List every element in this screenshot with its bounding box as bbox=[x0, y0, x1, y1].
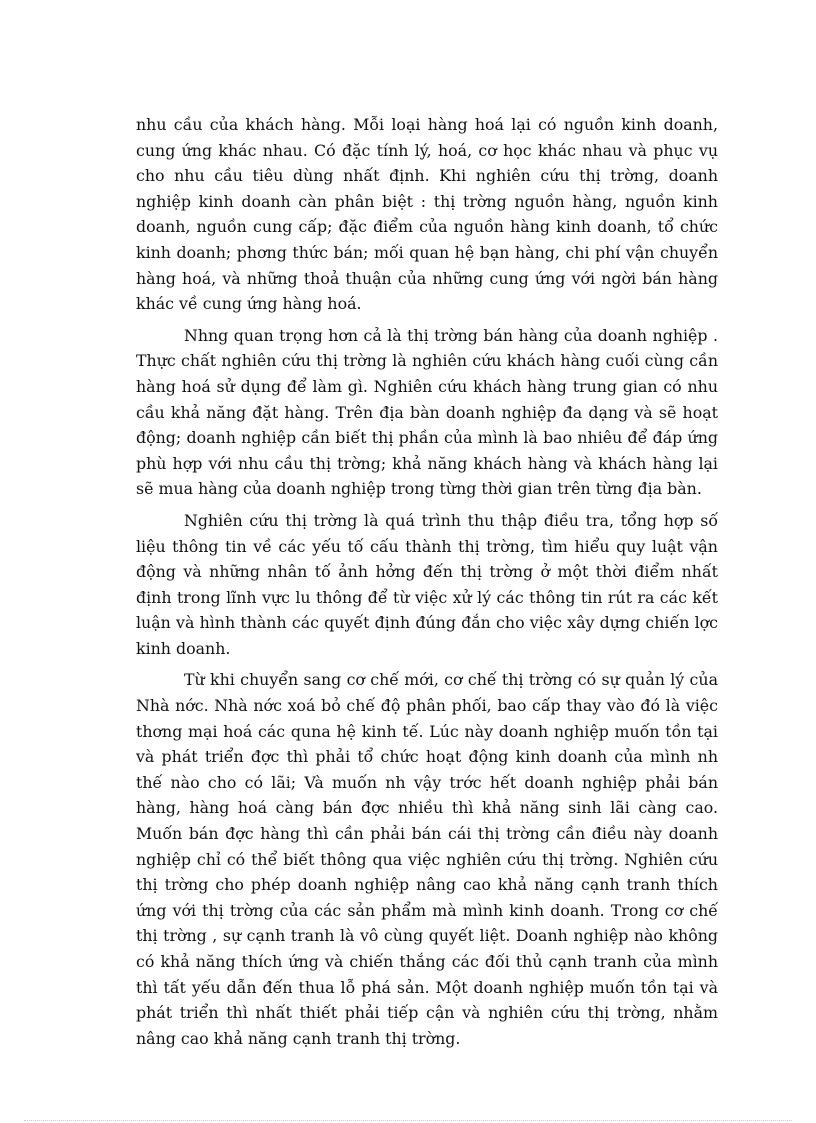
paragraph-3: Nghiên cứu thị trờng là quá trình thu thập điều tra, tổng hợp số liệu thông tin về các yếu tố cấu thành thị trờng, tìm hiểu quy luật vận động và những nhân tố ảnh hởng đến thị trờng ở một thời điểm nhất định trong lĩnh vực lu thông để từ việc xử lý các thông tin rút ra các kết luận và hình thành các quyết định đúng đắn cho việc xây dựng chiến lợc kinh doanh. bbox=[136, 510, 718, 658]
document-body bbox=[136, 112, 718, 1057]
paragraph-1: nhu cầu của khách hàng. Mỗi loại hàng hoá lại có nguồn kinh doanh, cung ứng khác nhau. Có đặc tính lý, hoá, cơ học khác nhau và phục vụ cho nhu cầu tiêu dùng nhất định. Khi nghiên cứu thị trờng, doanh nghiệp kinh doanh càn phân biệt : thị trờng nguồn hàng, nguồn kinh doanh, nguồn cung cấp; đặc điểm của nguồn hàng kinh doanh, tổ chức kinh doanh; phơng thức bán; mối quan hệ bạn hàng, chi phí vận chuyển hàng hoá, và những thoả thuận của những cung ứng với ngời bán hàng khác về cung ứng hàng hoá. bbox=[136, 115, 718, 314]
paragraph-2: Nhng quan trọng hơn cả là thị trờng bán hàng của doanh nghiệp . Thực chất nghiên cứu thị trờng là nghiên cứu khách hàng cuối cùng cần hàng hoá sử dụng để làm gì. Nghiên cứu khách hàng trung gian có nhu cầu khả năng đặt hàng. Trên địa bàn doanh nghiệp đa dạng và sẽ hoạt động; doanh nghiệp cần biết thị phần của mình là bao nhiêu để đáp ứng phù hợp với nhu cầu thị trờng; khả năng khách hàng và khách hàng lại sẽ mua hàng của doanh nghiệp trong từng thời gian trên từng địa bàn. bbox=[136, 325, 718, 499]
paragraph-4: Từ khi chuyển sang cơ chế mới, cơ chế thị trờng có sự quản lý của Nhà nớc. Nhà nớc xoá bỏ chế độ phân phối, bao cấp thay vào đó là việc thơng mại hoá các quna hệ kinh tế. Lúc này doanh nghiệp muốn tồn tại và phát triển đợc thì phải tổ chức hoạt động kinh doanh của mình nh thế nào cho có lãi; Và muốn nh vậy trớc hết doanh nghiệp phải bán hàng, hàng hoá càng bán đợc nhiều thì khả năng sinh lãi càng cao. Muốn bán đợc hàng thì cần phải bán cái thị trờng cần điều này doanh nghiệp chỉ có thể biết thông qua việc nghiên cứu thị trờng. Nghiên cứu thị trờng cho phép doanh nghiệp nâng cao khả năng cạnh tranh thích ứng với thị trờng của các sản phẩm mà mình kinh doanh. Trong cơ chế thị trờng , sự cạnh tranh là vô cùng quyết liệt. Doanh nghiệp nào không có khả năng thích ứng và chiến thắng các đối thủ cạnh tranh của mình thì tất yếu dẫn đến thua lỗ phá sản. Một doanh nghiệp muốn tồn tại và phát triển thì nhất thiết phải tiếp cận và nghiên cứu thị trờng, nhằm nâng cao khả năng cạnh tranh thị trờng. bbox=[136, 670, 718, 1048]
footer-divider bbox=[24, 1120, 792, 1121]
